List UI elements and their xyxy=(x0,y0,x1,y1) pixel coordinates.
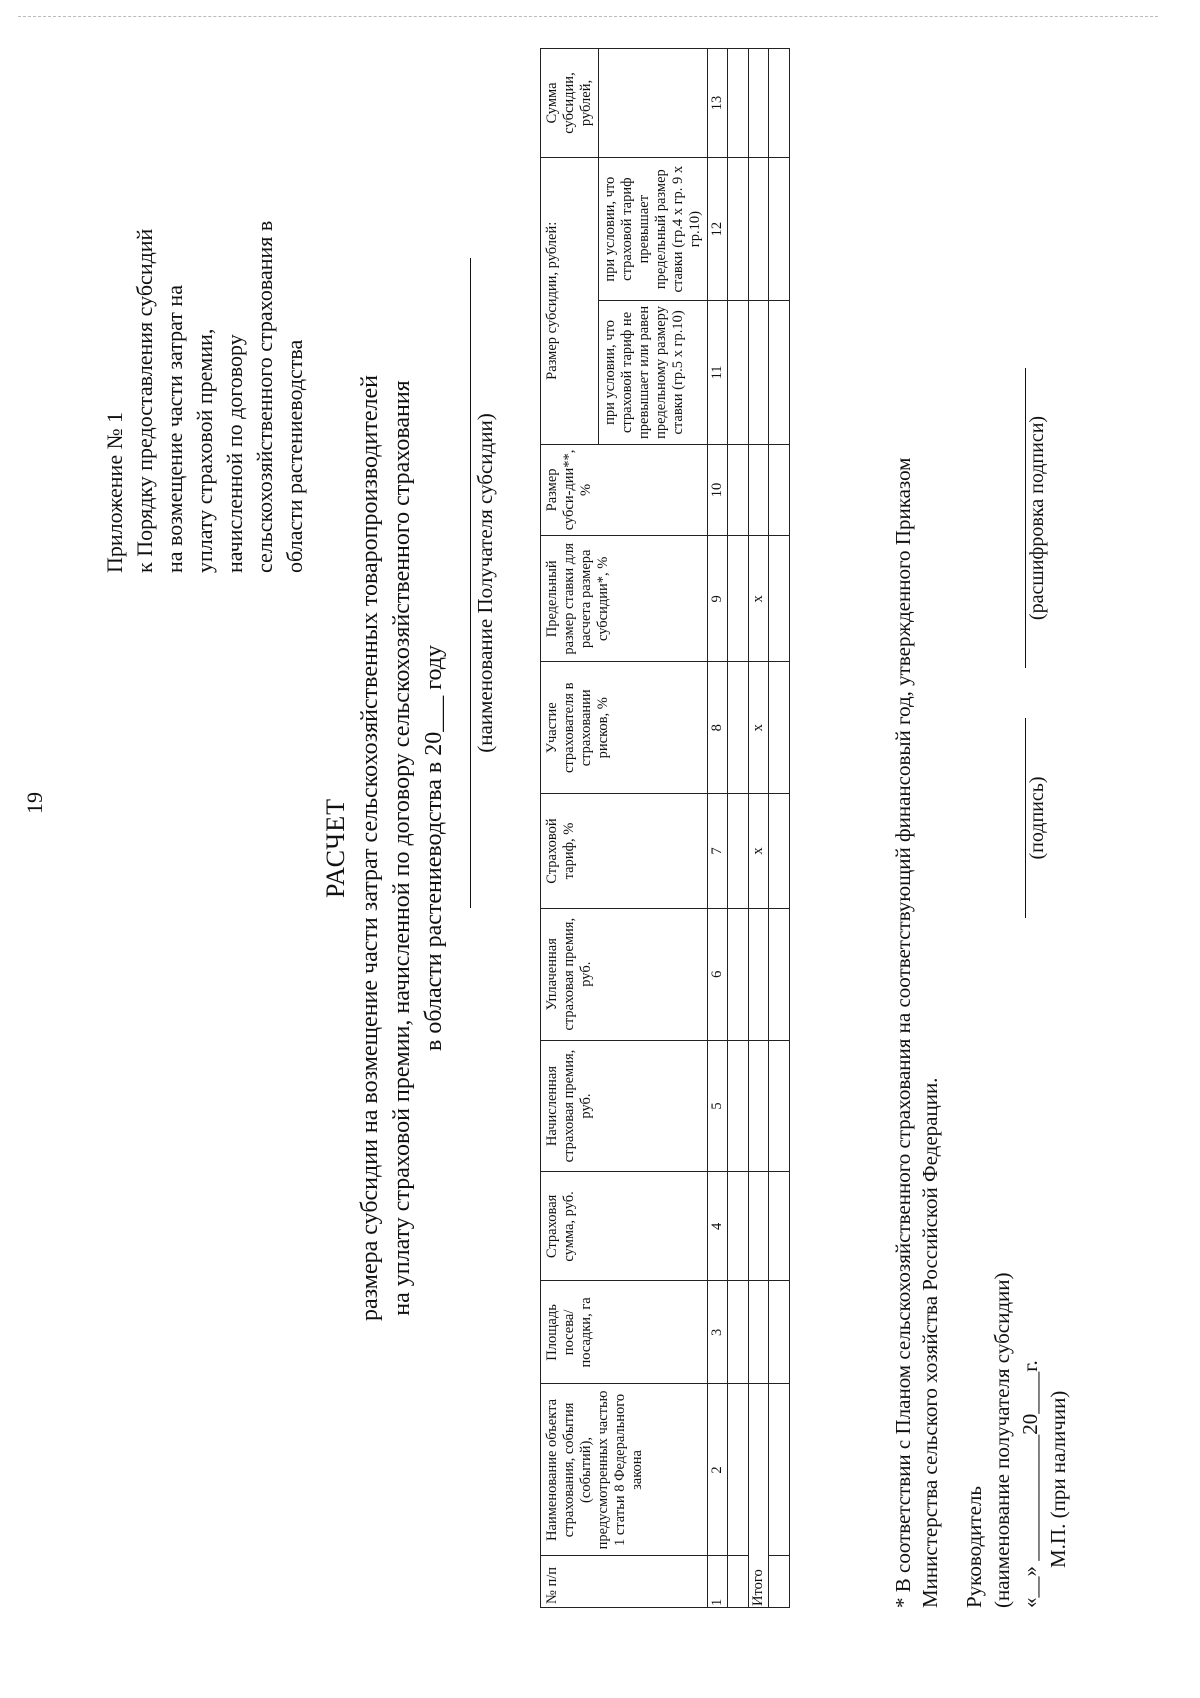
decode-caption: (расшифровка подписи) xyxy=(1025,368,1049,668)
footnote-line: Министерства сельского хозяйства Российской Федерации. xyxy=(918,1077,942,1608)
recipient-caption: (наименование Получателя субсидии) xyxy=(470,258,498,908)
title-heading: РАСЧЕТ xyxy=(321,798,350,898)
signature-stamp: М.П. (при наличии) xyxy=(1046,1390,1070,1568)
footnote-line: * В соответствии с Планом сельскохозяйственного страхования на соответствующий финансовый год, утвержденного Приказом xyxy=(891,457,915,1608)
title-line: на уплату страховой премии, начисленной по договору сельскохозяйственного страхования xyxy=(389,380,415,1316)
annex-line: на возмещение части затрат на xyxy=(162,285,187,573)
column-number: 11 xyxy=(708,301,728,444)
signature-date: «__» ____________20____г. xyxy=(1018,1360,1042,1608)
header-cell: при условии, что страховой тариф не превышает или равен предельному размеру ставки (гр.5 х гр.10) xyxy=(599,301,708,444)
header-cell: Наименование объекта страхования, события (событий), предусмотренных частью 1 статьи 8 Федерального закона xyxy=(541,1384,708,1556)
footnote xyxy=(890,48,944,1608)
column-number: 12 xyxy=(708,158,728,301)
header-cell: при условии, что страховой тариф превышает предельный размер ставки (гр.4 х гр. 9 х гр.10) xyxy=(599,158,708,301)
total-row xyxy=(749,49,769,1608)
column-number: 9 xyxy=(708,536,728,662)
header-cell: Площадь посева/ посадки, га xyxy=(541,1281,708,1384)
title-line: размера субсидии на возмещение части затрат сельскохозяйственных товаропроизводителей xyxy=(357,375,383,1321)
column-number: 13 xyxy=(708,49,728,158)
total-label: Итого xyxy=(749,1384,769,1608)
header-cell: № п/п xyxy=(541,1556,708,1608)
column-number: 5 xyxy=(708,1040,728,1172)
total-mark: х xyxy=(749,536,769,662)
column-number: 10 xyxy=(708,444,728,536)
header-cell: Предельный размер ставки для расчета размера субсидии*, % xyxy=(541,536,708,662)
signature-head: Руководитель xyxy=(962,1486,986,1608)
page-number: 19 xyxy=(22,792,47,814)
header-cell: Размер субси-дии**, % xyxy=(541,444,708,536)
title-line: в области растениеводства в 20___ году xyxy=(421,645,447,1051)
table-row xyxy=(728,49,749,1608)
scan-edge-line xyxy=(18,16,1158,17)
annex-block xyxy=(100,33,310,573)
signature-recipient-caption: (наименование получателя субсидии) xyxy=(990,1272,1014,1608)
column-number: 6 xyxy=(708,908,728,1040)
calculation-table xyxy=(540,48,790,1608)
column-number: 1 xyxy=(708,1556,728,1608)
header-cell: Страховой тариф, % xyxy=(541,794,708,909)
rotated-page xyxy=(40,28,1160,1668)
header-cell: Сумма субсидии, рублей, xyxy=(541,49,599,158)
header-cell: Страховая сумма, руб. xyxy=(541,1172,708,1281)
table-row xyxy=(769,49,790,1608)
annex-line: Приложение № 1 xyxy=(102,411,127,573)
column-number: 7 xyxy=(708,794,728,909)
header-cell: Размер субсидии, рублей: xyxy=(541,158,599,445)
total-mark: х xyxy=(749,662,769,794)
header-cell xyxy=(599,49,708,158)
column-number: 3 xyxy=(708,1281,728,1384)
annex-line: сельскохозяйственного страхования в xyxy=(252,220,277,573)
column-number: 4 xyxy=(708,1172,728,1281)
column-number: 2 xyxy=(708,1384,728,1556)
sign-caption: (подпись) xyxy=(1025,718,1049,918)
header-cell: Начисленная страховая премия, руб. xyxy=(541,1040,708,1172)
annex-line: области растениеводства xyxy=(282,339,307,573)
column-number: 8 xyxy=(708,662,728,794)
document-title xyxy=(320,28,450,1668)
header-cell: Уплаченная страховая премия, руб. xyxy=(541,908,708,1040)
header-cell: Участие страхователя в страховании рисков, % xyxy=(541,662,708,794)
annex-line: уплату страховой премии, xyxy=(192,328,217,573)
total-mark: х xyxy=(749,794,769,909)
signature-block xyxy=(960,1273,1072,1608)
annex-line: к Порядку предоставления субсидий xyxy=(132,228,157,573)
annex-line: начисленной по договору xyxy=(222,334,247,573)
